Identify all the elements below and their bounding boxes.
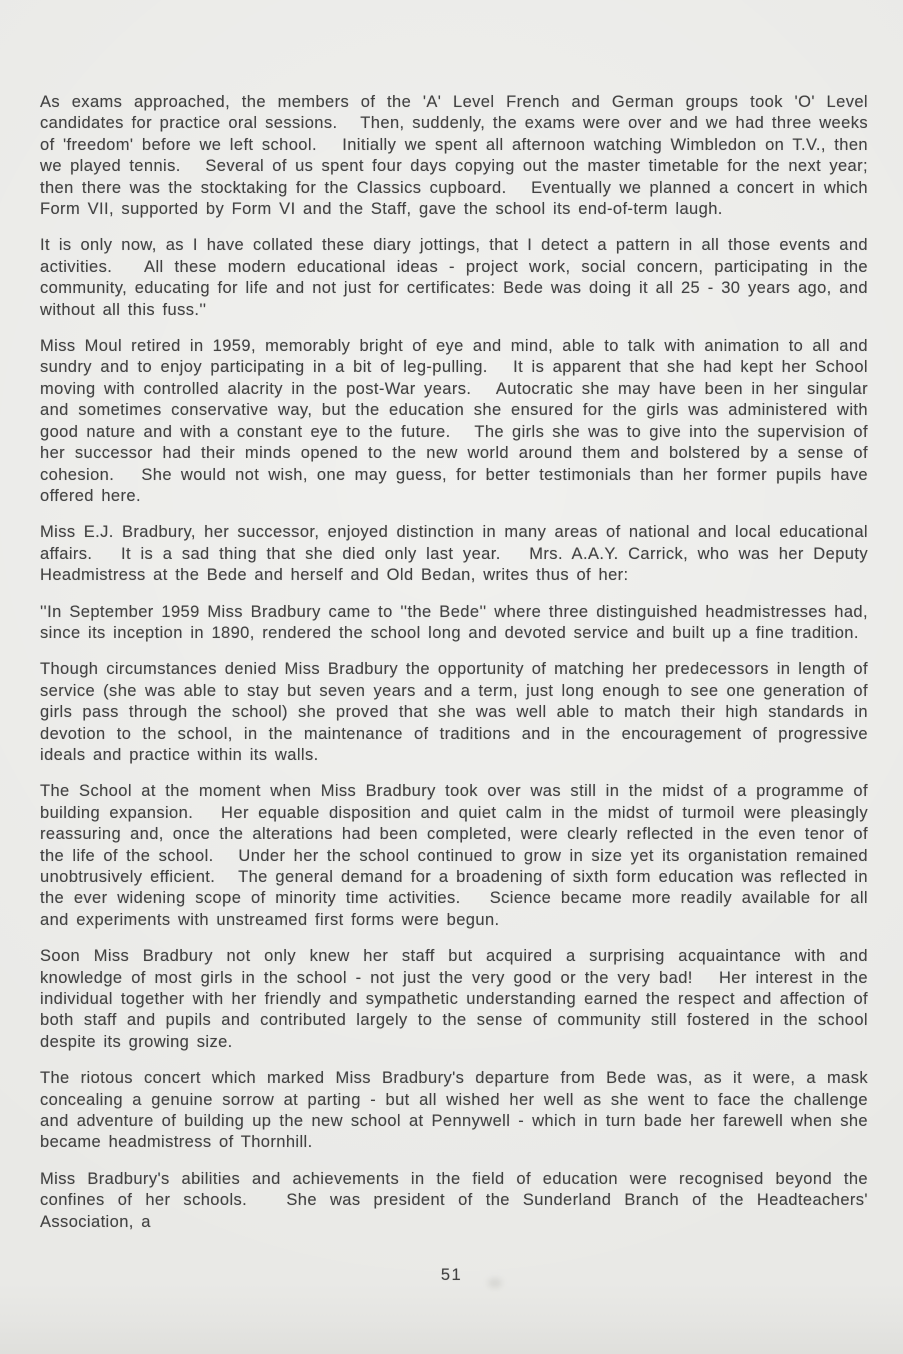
paragraph: The School at the moment when Miss Bradbury took over was still in the midst of a programme of building expansion. Her equable disposition and quiet calm in the midst of turmoil were pleasingly reassuring and, once the alterations had been completed, were clearly reflected in the even tenor of the life of the school. Under her the school continued to grow in size yet its organistation remained unobtrusively efficient. The general demand for a broadening of sixth form education was reflected in the ever widening scope of minority time activities. Science became more readily available for all and experiments with unstreamed first forms were begun. — [40, 782, 868, 929]
scan-shadow-artifact — [0, 1284, 903, 1354]
paragraph: Soon Miss Bradbury not only knew her staff but acquired a surprising acquaintance with and knowledge of most girls in the school - not just the very good or the very bad! Her interest in the individual together with her friendly and sympathetic understanding earned the respect and affection of both staff and pupils and contributed largely to the sense of community still fostered in the school despite its growing size. — [40, 947, 868, 1051]
scan-smudge-artifact — [488, 1278, 502, 1288]
paragraph: The riotous concert which marked Miss Bradbury's departure from Bede was, as it were, a mask concealing a genuine sorrow at parting - but all wished her well as she went to face the challenge and adventure of building up the new school at Pennywell - which in turn bade her farewell when she became headmistress of Thornhill. — [40, 1069, 868, 1152]
page-body — [40, 92, 868, 1248]
paragraph: It is only now, as I have collated these diary jottings, that I detect a pattern in all those events and activities. All these modern educational ideas - project work, social concern, participating in the community, educating for life and not just for certificates: Bede was doing it all 25 - 30 years ago, and without all this fuss.'' — [40, 236, 868, 319]
paragraph: ''In September 1959 Miss Bradbury came to ''the Bede'' where three distinguished headmistresses had, since its inception in 1890, rendered the school long and devoted service and built up a fine tradition. — [40, 602, 868, 642]
page-number: 51 — [440, 1266, 463, 1284]
paragraph: As exams approached, the members of the 'A' Level French and German groups took 'O' Level candidates for practice oral sessions. Then, suddenly, the exams were over and we had three weeks of 'freedom' before we left school. Initially we spent all afternoon watching Wimbledon on T.V., then we played tennis. Several of us spent four days copying out the master timetable for the next year; then there was the stocktaking for the Classics cupboard. Eventually we planned a concert in which Form VII, supported by Form VI and the Staff, gave the school its end-of-term laugh. — [40, 93, 868, 219]
paragraph: Miss Bradbury's abilities and achievements in the field of education were recognised beyond the confines of her schools. She was president of the Sunderland Branch of the Headteachers' Association, a — [40, 1169, 868, 1231]
paragraph: Miss Moul retired in 1959, memorably bright of eye and mind, able to talk with animation to all and sundry and to enjoy participating in a bit of leg-pulling. It is apparent that she had kept her School moving with controlled alacrity in the post-War years. Autocratic she may have been in her singular and sometimes conservative way, but the education she ensured for the girls was administered with good nature and with a constant eye to the future. The girls she was to give into the supervision of her successor had their minds opened to the new world around them and bolstered by a sense of cohesion. She would not wish, one may guess, for better testimonials than her former pupils have offered here. — [40, 337, 868, 505]
paragraph: Though circumstances denied Miss Bradbury the opportunity of matching her predecessors in length of service (she was able to stay but seven years and a term, just long enough to see one generation of girls pass through the school) she proved that she was well able to match their high standards in devotion to the school, in the maintenance of traditions and in the encouragement of progressive ideals and practice within its walls. — [40, 660, 868, 764]
paragraph: Miss E.J. Bradbury, her successor, enjoyed distinction in many areas of national and local educational affairs. It is a sad thing that she died only last year. Mrs. A.A.Y. Carrick, who was her Deputy Headmistress at the Bede and herself and Old Bedan, writes thus of her: — [40, 523, 868, 585]
